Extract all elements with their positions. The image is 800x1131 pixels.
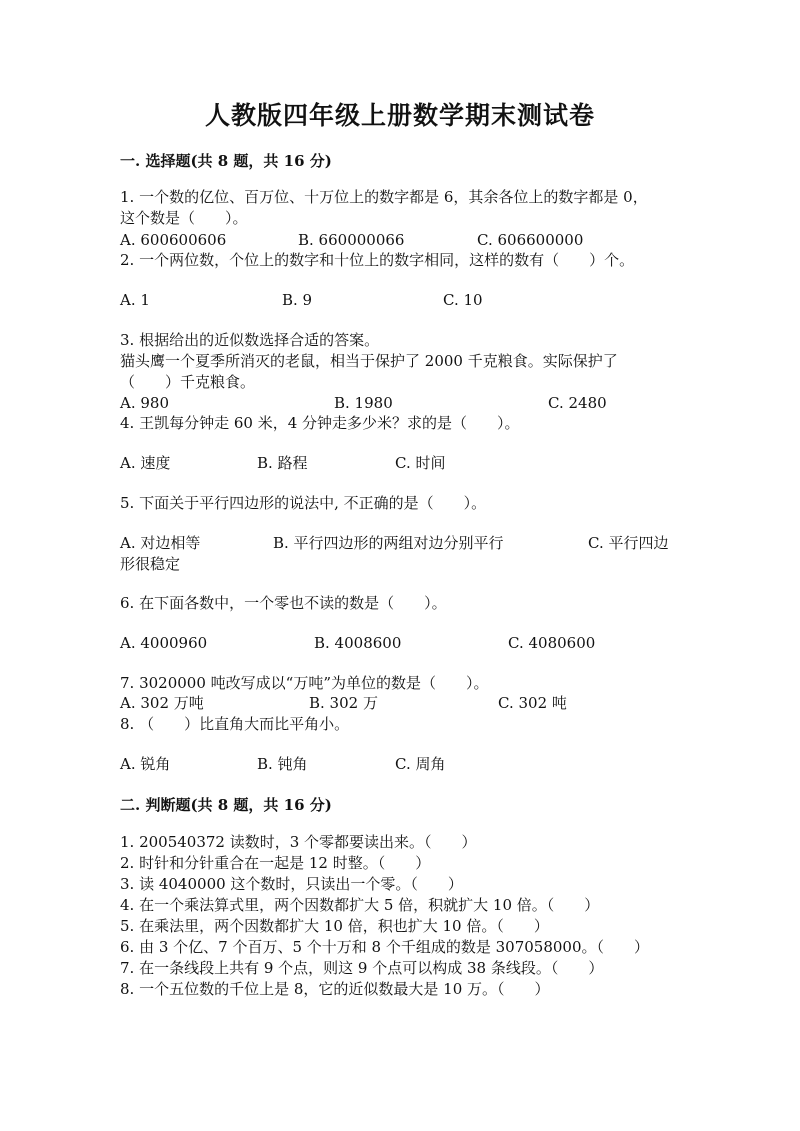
option-c: C. 4080600 [508, 634, 596, 652]
option-b: B. 钝角 [257, 755, 308, 773]
section-heading-judgement: 二. 判断题(共 8 题，共 16 分) [120, 796, 332, 814]
option-c: C. 时间 [395, 454, 446, 472]
section-heading-choice: 一. 选择题(共 8 题，共 16 分) [120, 152, 332, 170]
option-c: C. 10 [443, 291, 483, 309]
judgement-item: 5. 在乘法里，两个因数都扩大 10 倍，积也扩大 10 倍。（ ） [120, 917, 549, 935]
question-line: 5. 下面关于平行四边形的说法中, 不正确的是（ ）。 [120, 494, 487, 512]
option-a: A. 锐角 [120, 755, 171, 773]
option-a: A. 980 [120, 394, 169, 412]
judgement-item: 8. 一个五位数的千位上是 8，它的近似数最大是 10 万。（ ） [120, 980, 550, 998]
option-c: C. 606600000 [477, 231, 584, 249]
judgement-item: 1. 200540372 读数时，3 个零都要读出来。（ ） [120, 833, 477, 851]
question-line: 3. 根据给出的近似数选择合适的答案。 [120, 331, 380, 349]
option-b: B. 1980 [334, 394, 393, 412]
question-line: 这个数是（ ）。 [120, 209, 248, 227]
option-a: A. 600600606 [120, 231, 227, 249]
option-b: B. 平行四边形的两组对边分别平行 [273, 534, 504, 552]
option-a: A. 4000960 [120, 634, 208, 652]
judgement-item: 4. 在一个乘法算式里，两个因数都扩大 5 倍，积就扩大 10 倍。（ ） [120, 896, 600, 914]
option-c-wrap: 形很稳定 [120, 555, 181, 573]
question-line: 7. 3020000 吨改写成以“万吨”为单位的数是（ ）。 [120, 674, 489, 692]
judgement-item: 3. 读 4040000 这个数时，只读出一个零。（ ） [120, 875, 463, 893]
page-title: 人教版四年级上册数学期末测试卷 [204, 101, 595, 130]
option-a: A. 302 万吨 [120, 694, 204, 712]
question-line: 6. 在下面各数中，一个零也不读的数是（ ）。 [120, 594, 447, 612]
question-line: 2. 一个两位数，个位上的数字和十位上的数字相同，这样的数有（ ）个。 [120, 251, 635, 269]
option-b: B. 660000066 [298, 231, 405, 249]
question-line: 1. 一个数的亿位、百万位、十万位上的数字都是 6，其余各位上的数字都是 0， [120, 188, 648, 206]
question-line: 8. （ ）比直角大而比平角小。 [120, 715, 350, 733]
question-line: （ ）千克粮食。 [120, 373, 256, 391]
option-c: C. 周角 [395, 755, 446, 773]
question-line: 猫头鹰一个夏季所消灭的老鼠，相当于保护了 2000 千克粮食。实际保护了 [120, 352, 618, 370]
judgement-item: 2. 时针和分针重合在一起是 12 时整。（ ） [120, 854, 431, 872]
option-c: C. 2480 [548, 394, 607, 412]
option-a: A. 对边相等 [120, 534, 201, 552]
judgement-item: 7. 在一条线段上共有 9 个点，则这 9 个点可以构成 38 条线段。（ ） [120, 959, 604, 977]
option-c: C. 平行四边 [588, 534, 669, 552]
option-a: A. 1 [120, 291, 150, 309]
option-c: C. 302 吨 [498, 694, 567, 712]
option-b: B. 路程 [257, 454, 308, 472]
option-b: B. 302 万 [309, 694, 378, 712]
option-b: B. 4008600 [314, 634, 402, 652]
question-line: 4. 王凯每分钟走 60 米，4 分钟走多少米？求的是（ ）。 [120, 414, 520, 432]
option-b: B. 9 [282, 291, 313, 309]
judgement-item: 6. 由 3 个亿、7 个百万、5 个十万和 8 个千组成的数是 307058000。（ ） [120, 938, 650, 956]
option-a: A. 速度 [120, 454, 171, 472]
